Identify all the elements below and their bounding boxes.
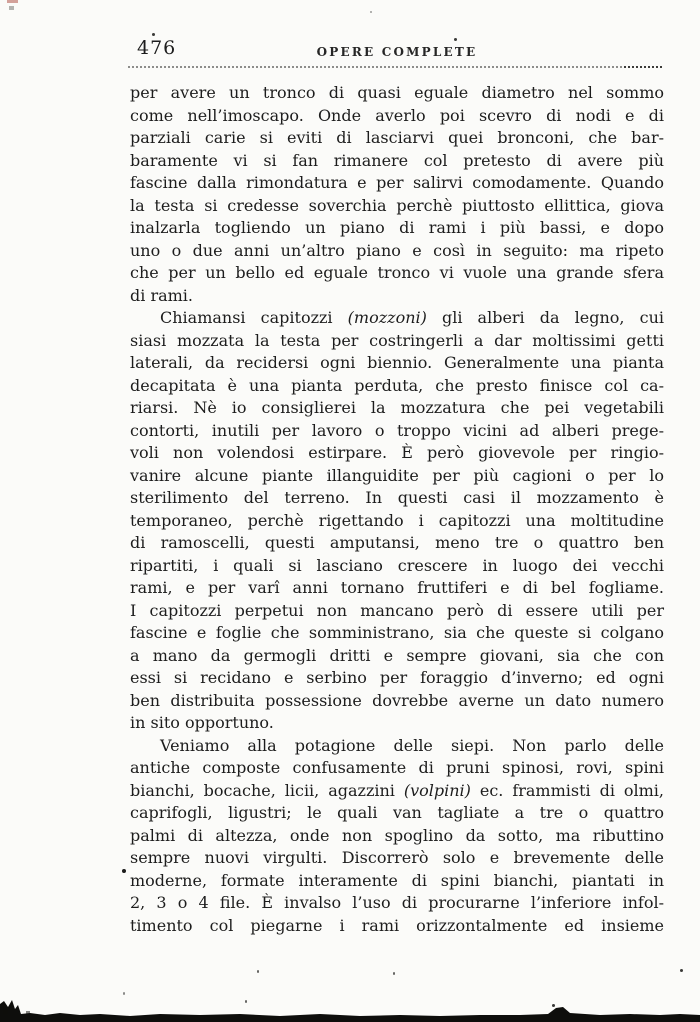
text-line: uno o due anni un’altro piano e così in seguito: ma ripeto xyxy=(130,240,664,260)
text-line: sempre nuovi virgulti. Discorrerò solo e brevemente delle xyxy=(130,848,664,867)
text-line: come nell’imoscapo. Onde averlo poi scevro di nodi e di xyxy=(130,105,664,125)
text-line: decapitata è una pianta perduta, che presto finisce col ca- xyxy=(130,375,664,395)
header-dotted-rule xyxy=(128,66,662,68)
running-head-title: OPERE COMPLETE xyxy=(316,45,478,59)
text-line: voli non volendosi estirpare. È però giovevole per ringio- xyxy=(130,443,664,462)
text-line: di rami. xyxy=(130,285,194,305)
text-line: inalzarla togliendo un piano di rami i più bassi, e dopo xyxy=(130,218,664,237)
text-line: Veniamo alla potagione delle siepi. Non parlo delle xyxy=(160,735,664,755)
text-line: rami, e per varî anni tornano fruttiferi e di bel fogliame. xyxy=(130,578,664,597)
text-line: ripartiti, i quali si lasciano crescere in luogo dei vecchi xyxy=(130,555,664,575)
text-line: contorti, inutili per lavoro o troppo vicini ad alberi prege- xyxy=(130,420,664,440)
scan-speck xyxy=(257,970,259,973)
text-line: la testa si credesse soverchia perchè piuttosto ellittica, giova xyxy=(130,195,664,215)
gray-scan-mark xyxy=(9,6,14,10)
text-line: essi si recidano e serbino per foraggio d’inverno; ed ogni xyxy=(130,668,664,687)
scan-speck xyxy=(370,11,372,13)
scan-speck xyxy=(152,33,155,36)
text-line: timento col piegarne i rami orizzontalmente ed insieme xyxy=(130,915,664,935)
header-dotted-rule-dark-segment xyxy=(624,66,662,68)
text-line: siasi mozzata la testa per costringerli a dar moltissimi getti xyxy=(130,330,664,350)
text-line: ben distribuita possessione dovrebbe averne un dato numero xyxy=(130,690,664,710)
red-scan-mark xyxy=(7,0,18,3)
page-number: 476 xyxy=(137,37,177,59)
text-line: 2, 3 o 4 file. È invalso l’uso di procurarne l’inferiore infol- xyxy=(130,893,664,912)
text-line: fascine dalla rimondatura e per salirvi comodamente. Quando xyxy=(130,173,664,192)
margin-dot xyxy=(122,869,126,873)
text-line: parziali carie si eviti di lasciarvi quei bronconi, che bar- xyxy=(130,128,664,147)
text-line: per avere un tronco di quasi eguale diametro nel sommo xyxy=(130,83,664,102)
text-line: moderne, formate interamente di spini bianchi, piantati in xyxy=(130,870,664,890)
text-line: bianchi, bocache, licii, agazzini (volpini) ec. frammisti di olmi, xyxy=(130,780,664,800)
scan-speck xyxy=(454,38,457,41)
text-line: I capitozzi perpetui non mancano però di essere utili per xyxy=(130,600,664,620)
text-line: antiche composte confusamente di pruni spinosi, rovi, spini xyxy=(130,758,664,777)
text-line: sterilimento del terreno. In questi casi il mozzamento è xyxy=(130,488,664,507)
text-line: laterali, da recidersi ogni biennio. Generalmente una pianta xyxy=(130,353,664,372)
text-line: che per un bello ed eguale tronco vi vuole una grande sfera xyxy=(130,263,664,282)
page-bottom-scan-edge xyxy=(0,992,700,1022)
text-line: riarsi. Nè io consiglierei la mozzatura che pei vegetabili xyxy=(130,398,664,417)
scan-speck xyxy=(680,969,683,972)
text-line: temporaneo, perchè rigettando i capitozzi una moltitudine xyxy=(130,510,664,530)
text-line: Chiamansi capitozzi (mozzoni) gli alberi da legno, cui xyxy=(160,308,664,327)
body-text xyxy=(130,82,664,937)
text-line: baramente vi si fan rimanere col pretesto di avere più xyxy=(130,150,664,170)
text-line: fascine e foglie che somministrano, sia che queste si colgano xyxy=(130,623,664,642)
text-line: in sito opportuno. xyxy=(130,713,274,732)
text-line: di ramoscelli, questi amputansi, meno tre o quattro ben xyxy=(130,533,664,552)
text-line: caprifogli, ligustri; le quali van tagliate a tre o quattro xyxy=(130,803,664,822)
text-line: a mano da germogli dritti e sempre giovani, sia che con xyxy=(130,645,664,665)
text-line: palmi di altezza, onde non spoglino da sotto, ma ributtino xyxy=(130,825,664,845)
text-line: vanire alcune piante illanguidite per più cagioni o per lo xyxy=(130,465,664,485)
scan-speck xyxy=(393,972,395,975)
